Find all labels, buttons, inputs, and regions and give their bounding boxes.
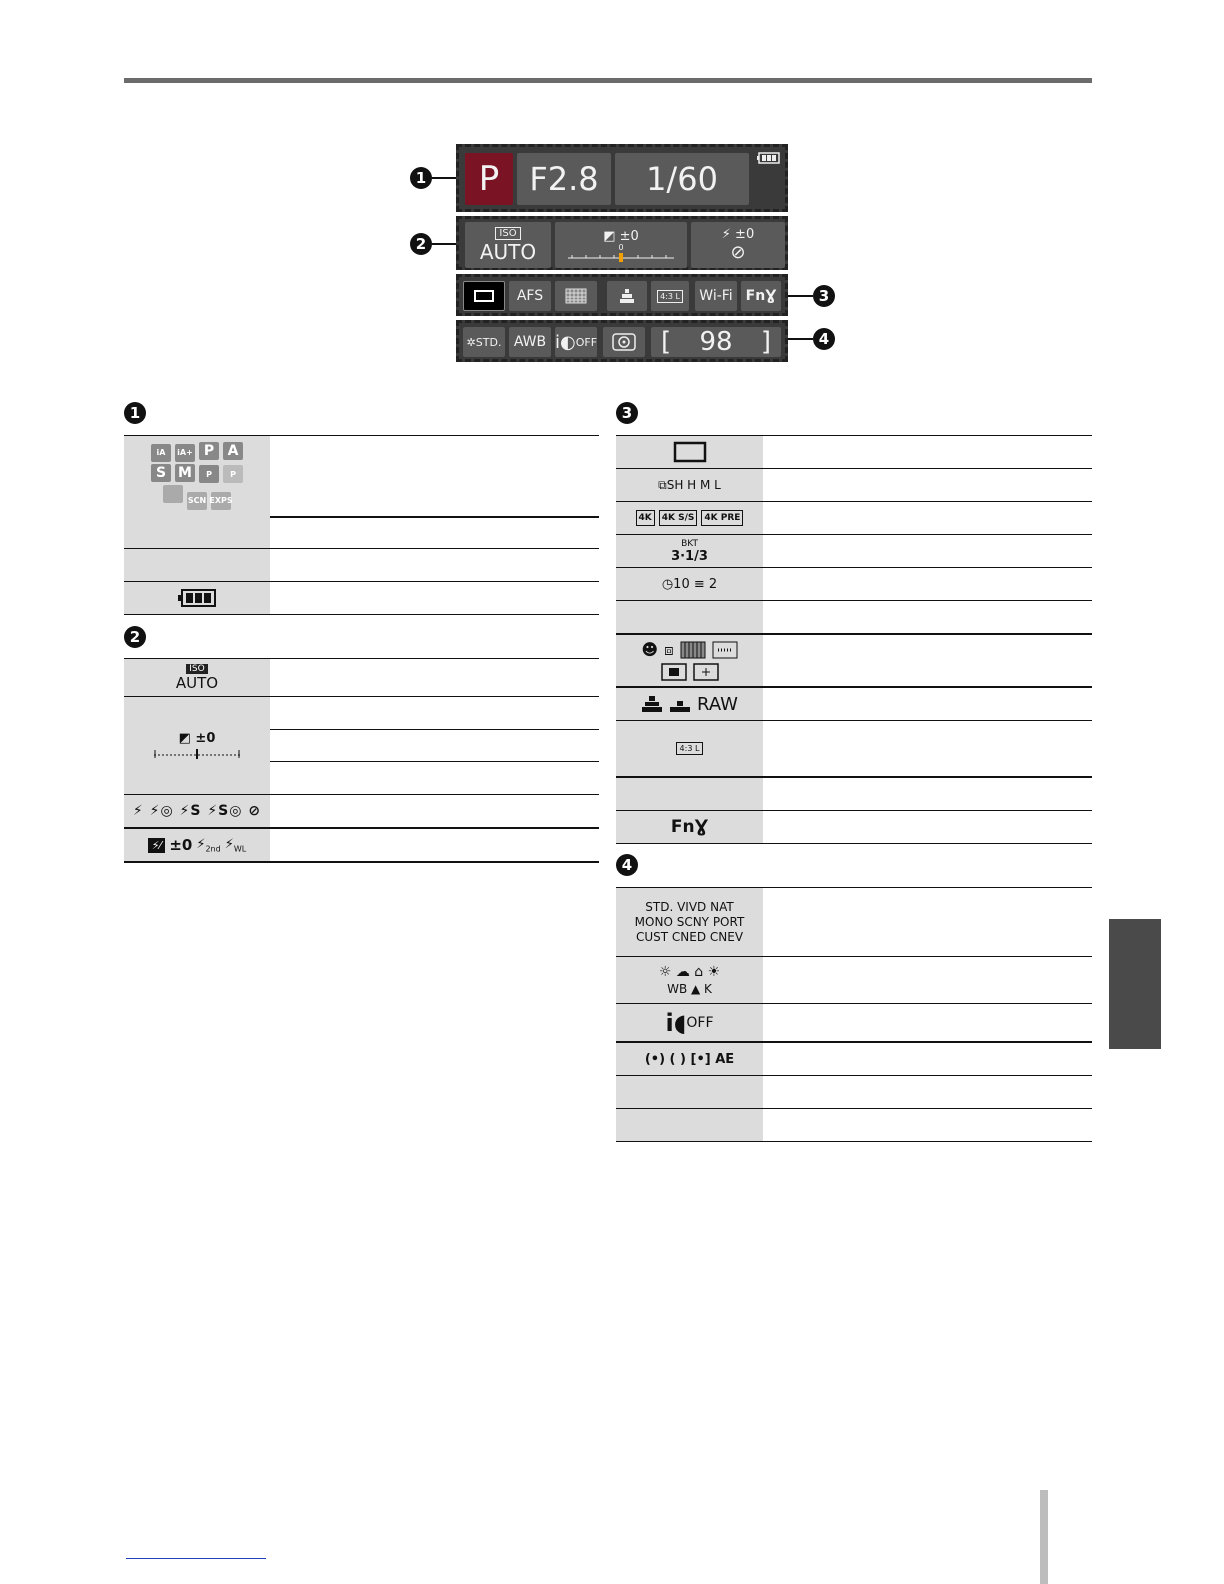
m-mode-icon: M [175,464,195,482]
af-area-tile [555,281,597,311]
table-row [124,795,599,829]
section-1-number: 1 [124,402,146,424]
section-1-table [124,435,599,614]
footer-link[interactable] [126,1558,266,1559]
mode-icons-cell [124,436,270,516]
bkt-label: BKT [681,538,698,549]
i-dynamic-tile [555,327,597,357]
table-row [616,721,1092,778]
exposure-tile [555,222,687,268]
empty-cell [616,1076,763,1108]
section-2 [124,626,599,862]
exposure-comp-value: ±0 [619,228,639,244]
a-mode-icon: A [223,442,243,460]
section-4-number: 4 [616,854,638,876]
empty-cell [616,601,763,633]
section-2-number: 2 [124,626,146,648]
size-label: L [694,744,700,753]
burst-icon: ⧉ [658,477,667,492]
table-row [616,1076,1092,1109]
monitor-row-4 [456,320,788,362]
section-3-number: 3 [616,402,638,424]
monitor-display [456,144,788,364]
callout-2-leader [432,243,456,245]
mode-chip-row [149,442,245,462]
exposure-scale-icon [566,252,676,262]
callout-1: 1 [410,167,432,189]
monitor-row-2 [456,216,788,270]
wrench-icon: Ɣ [694,817,709,837]
aperture-tile: F2.8 [517,153,611,205]
wb-icons-row: ☼ ☁ ⌂ ☀ [658,964,721,980]
single-frame-icon [673,441,707,463]
exposure-comp [603,229,639,244]
fn-label: Fn [670,817,695,837]
table-row [124,516,599,549]
table-row [616,436,1092,469]
callout-3: 3 [813,285,835,307]
bkt-value: 3·1/3 [671,548,708,564]
photo-style-cell [616,888,763,956]
flash-tile [691,222,785,268]
metering-icons: (•) ( ) [•] AE [644,1051,735,1067]
white-balance-tile: AWB [509,327,551,357]
custom-multi-icon [712,641,738,659]
flash-comp-icon: ⚡ [721,227,736,242]
table-row [616,535,1092,568]
mode-chip-row [149,464,245,484]
iso-auto: AUTO [175,673,219,692]
exposure-scale-zero: 0 [618,242,624,252]
i-dynamic-icon: i◖ [665,1008,687,1037]
af-mode-tile: AFS [509,281,551,311]
quality-tile [607,281,647,311]
af-grid-icon [565,288,587,304]
table-row [124,829,599,863]
row-divider [270,761,599,762]
table-row [616,601,1092,635]
battery-icon [757,151,781,169]
face-detect-icon: ☻ [641,640,659,659]
monitor-row-3 [456,274,788,316]
photo-style-row: MONO SCNY PORT [634,915,745,929]
quality-cell [616,688,763,720]
chapter-side-tab [1109,919,1161,1049]
flash-wireless-icon: $⚡_{WL}$ [224,836,247,854]
iso-badge: ISO [186,664,207,674]
4k-burst-icon: 4K [636,510,655,526]
quality-fine-icon [641,695,663,713]
row-divider [270,729,599,730]
exposure-comp [179,731,216,746]
flash-comp-value: ±0 [169,836,193,854]
table-row [616,688,1092,721]
aspect-label: 4:3 [679,744,693,753]
quality-fine-icon [619,288,635,304]
creative-video-icon: P [199,465,219,483]
flash-wl-label: WL [233,844,247,854]
picture-size-cell [616,721,763,776]
metering-tile [603,327,645,357]
callout-4: 4 [813,328,835,350]
section-3-table [616,435,1092,842]
photo-style-row: CUST CNED CNEV [635,930,744,944]
table-row [616,957,1092,1004]
pinpoint-icon [693,663,719,681]
mode-chip-row [161,485,233,510]
page-edge-bar [1040,1490,1048,1584]
flash-off-icon: ⊘ [730,242,746,263]
i-dynamic-cell [616,1004,763,1041]
section-4 [616,854,1092,1144]
table-row [616,568,1092,601]
remaining-shots-tile [651,327,781,357]
photo-style-label: STD. [475,335,502,349]
picture-size-tile [651,281,689,311]
table-row [616,1004,1092,1043]
bracket-right: ] [760,327,771,357]
table-row [616,1043,1092,1076]
i-dynamic-off-label: OFF [575,335,598,349]
flash-comp-icon: ⚡⁄ [148,838,166,853]
ia-icon: iA [151,444,171,462]
top-rule [124,78,1092,83]
table-row [124,436,599,518]
wrench-icon: Ɣ [765,288,777,304]
iso-value: AUTO [479,239,537,264]
metering-multi-icon [612,333,636,351]
mode-p-tile: P [465,153,513,205]
flash-2nd-icon: $⚡_{2nd}$ [196,836,221,854]
table-row [124,549,599,582]
flash-comp-cell [124,829,270,861]
wifi-tile: Wi-Fi [695,281,737,311]
scene-icon: SCN [187,492,207,510]
section-1 [124,402,599,614]
table-row [616,469,1092,502]
burst-speed-icons [658,478,721,493]
aspect-size-icon: 4:3 L [657,290,683,303]
flash-comp-value: ±0 [735,227,755,242]
white-balance-cell [616,957,763,1003]
burst-labels: SH H M L [666,477,721,492]
p-mode-icon: P [199,442,219,460]
monitor-row-1 [456,144,788,212]
battery-cell [124,582,270,614]
exposure-icon: ◩ [603,228,620,244]
flash-comp [722,227,754,242]
flash-2nd-label: 2nd [205,844,221,854]
bracket-cell [616,535,763,567]
exposure-cell [124,697,270,794]
4k-pre-burst-icon: 4K PRE [701,510,743,526]
i-dynamic-off-label: OFF [686,1014,714,1031]
shutter-tile: 1/60 [615,153,749,205]
section-2-table [124,658,599,861]
remaining-shots: 98 [699,327,733,357]
shutter-cell [124,549,270,581]
battery-icon [178,589,216,607]
exposure-comp-value: ±0 [195,731,216,746]
af-mode-cell [616,635,763,686]
wifi-cell [616,778,763,810]
program-shift-icon: P [223,465,243,483]
empty-cell [616,1109,763,1141]
exposure-scale-icon [152,748,242,760]
single-frame-icon [474,290,494,302]
fn-cell [616,811,763,843]
fn-label: Fn [745,288,766,304]
timer-labels: 10 ≡ 2 [673,576,718,592]
aperture-cell [124,516,270,548]
i-dynamic-icon: i◐ [554,331,576,353]
4k-burst-ss-icon: 4K S/S [659,510,698,526]
exposure-icon: ◩ [178,731,196,746]
tracking-icon: ⧈ [664,640,674,659]
creative-control-icon: EXPS [211,492,231,510]
s-mode-icon: S [151,464,171,482]
callout-2: 2 [410,233,432,255]
quality-standard-icon [669,695,691,713]
metering-cell [616,1043,763,1075]
af-icons-row [641,640,737,659]
af-icons-row [661,663,719,681]
1-area-icon [661,663,687,681]
wb-icons-row: WB ▲ K [667,982,712,996]
panorama-icon [163,485,183,503]
table-row [616,811,1092,844]
callout-1-leader [432,177,456,179]
single-frame-cell [616,436,763,468]
section-3 [616,402,1092,846]
flash-modes-cell [124,795,270,827]
iso-badge: ISO [495,227,520,240]
table-row [616,1109,1092,1142]
raw-label: RAW [697,693,738,715]
fn-tile [741,281,781,311]
table-row [616,888,1092,957]
ia-plus-icon: iA+ [175,444,195,462]
flash-modes-icons: ⚡ ⚡◎ ⚡S ⚡S◎ ⊘ [132,803,262,819]
photo-style-tile [463,327,505,357]
iso-tile [465,222,551,268]
4k-photo-cell [616,502,763,534]
callout-3-leader [788,295,813,297]
bracket-left: [ [661,327,672,357]
timer-icon: ◷ [661,576,674,592]
self-timer-icons [662,577,717,592]
self-timer-cell [616,568,763,600]
fn-button-icon [671,817,708,837]
table-row [124,582,599,615]
photo-style-row: STD. VIVD NAT [645,900,734,914]
aspect-size-icon [676,742,704,755]
photo-style-icon: ✲ [466,335,476,349]
49-area-icon [680,641,706,659]
callout-4-leader [788,338,813,340]
section-4-table [616,887,1092,1142]
table-row [616,635,1092,688]
table-row [124,697,599,795]
drive-single-tile [463,281,505,311]
table-row [616,502,1092,535]
table-row [616,778,1092,811]
table-row [124,659,599,697]
iso-cell [124,659,270,696]
burst-cell [616,469,763,501]
